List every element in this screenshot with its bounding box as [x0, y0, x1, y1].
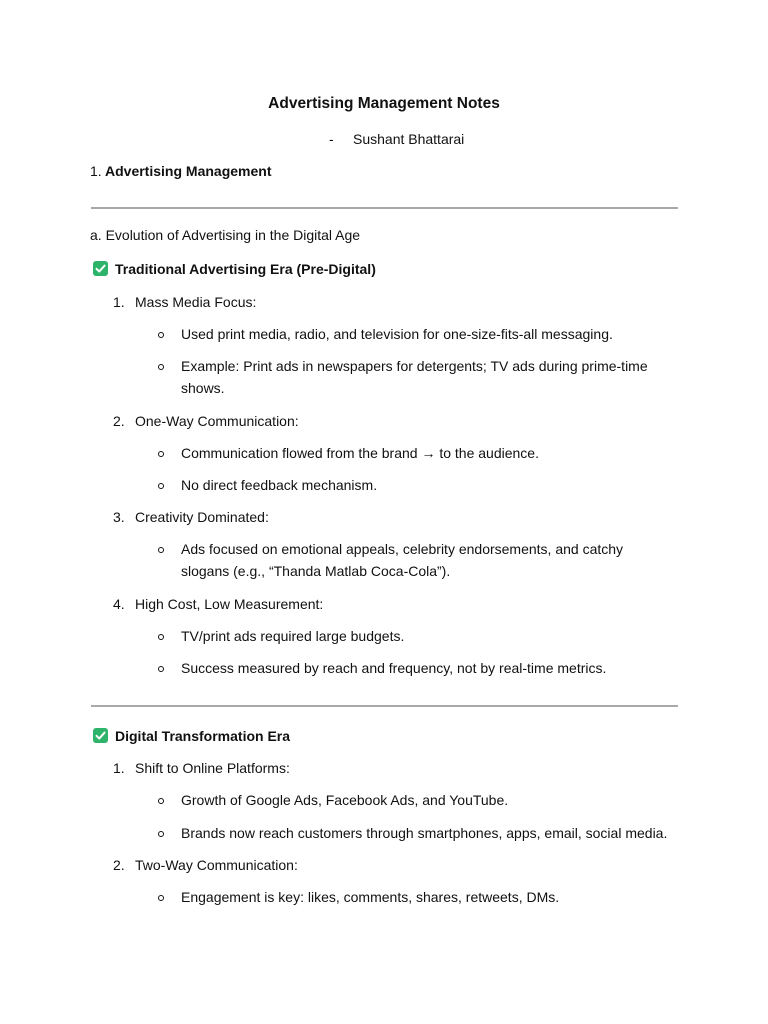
bullet-icon: [158, 332, 164, 338]
document-title: Advertising Management Notes: [268, 95, 500, 112]
list-number: 4.: [113, 596, 125, 612]
divider-1: [91, 207, 678, 209]
list-item-label: High Cost, Low Measurement:: [135, 596, 324, 612]
list-bullet: No direct feedback mechanism.: [181, 477, 378, 493]
bullet-icon: [158, 831, 164, 837]
list-bullet: Example: Print ads in newspapers for detergents; TV ads during prime-time shows.: [181, 358, 648, 396]
list-number: 1.: [113, 294, 125, 310]
list-item-label: One-Way Communication:: [135, 413, 299, 429]
list-number: 2.: [113, 413, 125, 429]
list-number: 3.: [113, 509, 125, 525]
section-title: Advertising Management: [105, 163, 272, 179]
bullet-icon: [158, 547, 164, 553]
list-item-label: Mass Media Focus:: [135, 294, 257, 310]
section-number: 1.: [90, 163, 102, 179]
list-bullet: Used print media, radio, and television for one-size-fits-all messaging.: [181, 326, 613, 342]
bullet-icon: [158, 666, 164, 672]
bullet-icon: [158, 634, 164, 640]
check-mark-icon: [93, 261, 108, 276]
bullet-icon: [158, 798, 164, 804]
list-item-label: Creativity Dominated:: [135, 509, 269, 525]
list-bullet: Brands now reach customers through smartphones, apps, email, social media.: [181, 825, 668, 841]
era2-heading: Digital Transformation Era: [115, 728, 291, 744]
author-name: Sushant Bhattarai: [353, 131, 465, 147]
bullet-icon: [158, 483, 164, 489]
subsection-title: a. Evolution of Advertising in the Digital Age: [90, 227, 361, 243]
list-bullet: Ads focused on emotional appeals, celebrity endorsements, and catchy slogans (e.g., “Thanda Matlab Coca-Cola”).: [181, 541, 624, 579]
bullet-icon: [158, 895, 164, 901]
list-bullet: Communication flowed from the brand → to the audience.: [181, 445, 539, 461]
list-bullet: Growth of Google Ads, Facebook Ads, and YouTube.: [181, 792, 509, 808]
list-bullet: Engagement is key: likes, comments, shares, retweets, DMs.: [181, 889, 560, 905]
list-number: 2.: [113, 857, 125, 873]
list-number: 1.: [113, 760, 125, 776]
bullet-icon: [158, 364, 164, 370]
list-item-label: Shift to Online Platforms:: [135, 760, 290, 776]
era1-heading: Traditional Advertising Era (Pre-Digital): [115, 261, 376, 277]
list-bullet: Success measured by reach and frequency, not by real-time metrics.: [181, 660, 607, 676]
list-item-label: Two-Way Communication:: [135, 857, 298, 873]
bullet-icon: [158, 451, 164, 457]
list-bullet: TV/print ads required large budgets.: [181, 628, 405, 644]
check-mark-icon: [93, 728, 108, 743]
divider-2: [91, 705, 678, 707]
author-dash: -: [329, 131, 334, 147]
